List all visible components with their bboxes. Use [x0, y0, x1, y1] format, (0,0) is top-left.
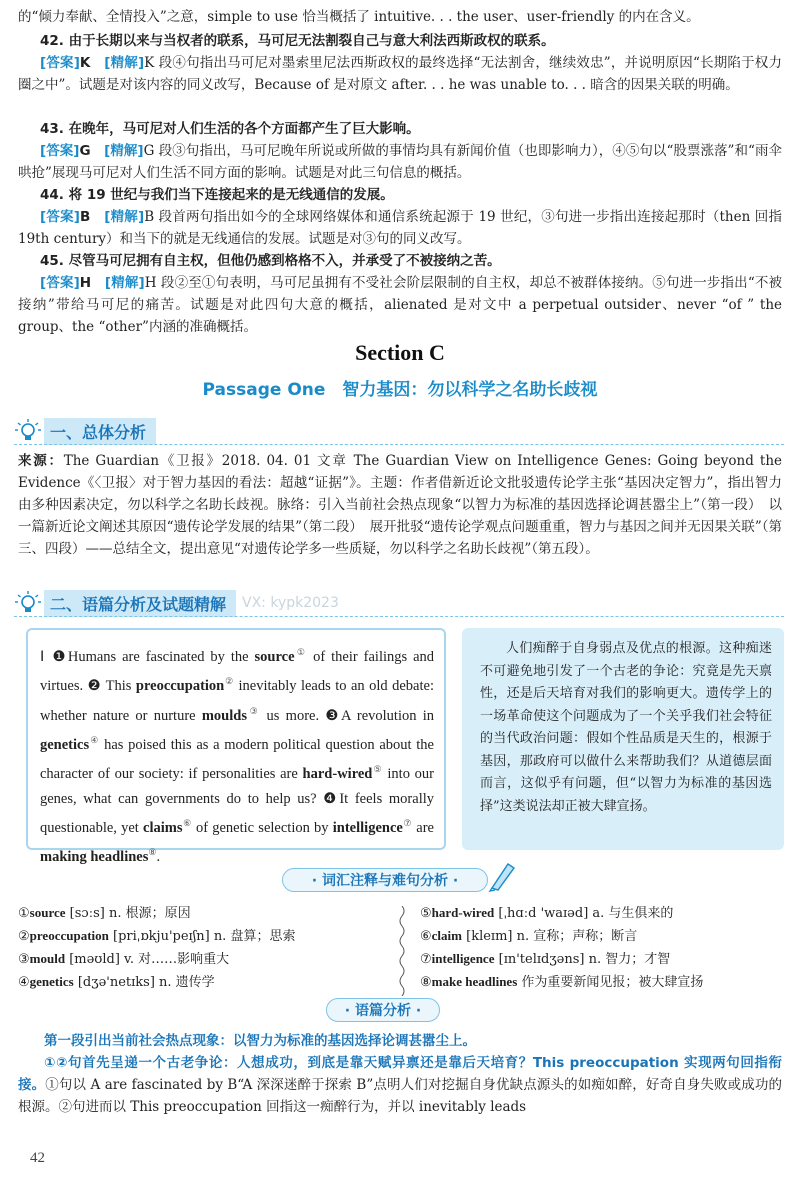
pen-icon: [488, 858, 518, 892]
sentence-text: into our genes, what can governments do to help us?: [40, 766, 434, 807]
para-number: Ⅰ: [40, 648, 47, 665]
sentence-text: inevitably leads to an old debate: whether nature or nurture: [40, 678, 434, 724]
watermark: VX: kypk2023: [242, 595, 339, 611]
sentence-text: of genetic selection by: [191, 819, 333, 836]
sentence-text: are: [412, 819, 434, 836]
analysis-heading-label: 二、语篇分析及试题精解: [44, 590, 236, 617]
answer-value: B: [79, 209, 91, 225]
overall-heading-label: 一、总体分析: [44, 418, 156, 445]
vocab-word: hard-wired: [302, 766, 373, 783]
vocab-word: making headlines: [40, 849, 149, 866]
qa-42: [18, 30, 782, 96]
vocab-phonetic: [ˌhɑːd 'waɪəd]: [494, 906, 593, 921]
sentence-text: It feels morally questionable, yet: [40, 790, 434, 836]
explanation: B 段首两句指出如今的全球网络媒体和通信系统起源于 19 世纪，③句进一步指出连接起那时（then 回指 19th century）和当下的就是无线通信的发展。试题是对③句的同义改写。: [18, 209, 783, 247]
vocab-word: intelligence: [431, 951, 495, 966]
vocab-mark: ④: [89, 734, 100, 745]
vocab-word: intelligence: [332, 819, 403, 836]
vocab-item: [420, 948, 703, 971]
explain-label: [精解]: [104, 209, 145, 225]
vocab-word: moulds: [201, 707, 247, 724]
question-44: 44. 将 19 世纪与我们当下连接起来的是无线通信的发展。: [40, 187, 394, 203]
vocab-phonetic: [sɔːs]: [65, 906, 109, 921]
vocab-item: [420, 902, 703, 925]
vocab-num: ④: [18, 975, 30, 990]
vocab-num: ③: [18, 952, 30, 967]
vocab-word: preoccupation: [29, 928, 109, 943]
vocab-phonetic: [dʒə'netɪks]: [73, 975, 160, 990]
question-43: 43. 在晚年，马可尼对人们生活的各个方面都产生了巨大影响。: [40, 121, 420, 137]
vocab-item: [420, 925, 703, 948]
divider-zigzag: [398, 906, 406, 996]
discourse-summary: 第一段引出当前社会热点现象：以智力为标准的基因选择论调甚嚣尘上。: [44, 1033, 476, 1049]
qa-44: [18, 184, 782, 250]
sentence-marker: ❸: [325, 707, 341, 724]
sentence-text: .: [156, 849, 161, 866]
vocab-item: [420, 971, 703, 994]
vocab-word: make headlines: [431, 974, 518, 989]
discourse-analysis: [18, 1030, 782, 1118]
vocab-phonetic: [kleɪm]: [461, 929, 517, 944]
explanation: K 段④句指出马可尼对墨索里尼法西斯政权的最终选择“无法割舍，继续效忠”，并说明原因“长期陷于权力圈之中”。试题是对该内容的同义改写，Because of 是对原文 after. . . he was unable to. . . 暗含的因果关联的明确。: [18, 55, 782, 93]
discourse-detail-text: ①句以 A are fascinated by B“A 深深迷醉于探索 B”点明人们对挖掘自身优缺点源头的如痴如醉，好奇自身失败或成功的根源。②句进而以 This preoccupation 回指这一痴醉行为，并以 inevitably leads: [18, 1077, 783, 1115]
vocab-def: n. 宣称；声称；断言: [516, 929, 638, 944]
question-45: 45. 尽管马可尼拥有自主权，但他仍感到格格不入，并承受了不被接纳之苦。: [40, 253, 501, 269]
vocab-mark: ③: [246, 705, 261, 716]
vocab-list-right: [420, 902, 703, 994]
vocab-item: [18, 925, 295, 948]
passage-translation: [462, 628, 784, 850]
intro-line: 的“倾力奉献、全情投入”之意，simple to use 恰当概括了 intuitive. . . the user、user-friendly 的内在含义。: [18, 9, 700, 25]
passage-english: [26, 628, 446, 866]
vocab-num: ②: [18, 929, 30, 944]
sentence-marker: ❶: [52, 648, 68, 665]
page-number: 42: [30, 1150, 45, 1166]
discourse-detail: [18, 1052, 782, 1118]
sentence-text: This: [101, 678, 136, 695]
sentence-text: A revolution in: [340, 707, 435, 724]
vocab-phonetic: [priˌɒkju'peɪʃn]: [108, 929, 214, 944]
vocab-phonetic: [ɪn'telɪdʒəns]: [494, 952, 589, 967]
answer-label: [答案]: [40, 275, 80, 291]
overall-text: [18, 450, 782, 560]
divider: [14, 616, 784, 617]
vocab-mark: ①: [294, 647, 308, 657]
vocab-mark: ⑤: [372, 764, 383, 775]
lightbulb-icon: [14, 418, 42, 444]
sentence-marker: ❷: [87, 678, 102, 695]
answer-label: [答案]: [40, 55, 80, 71]
explanation: H 段②至①句表明，马可尼虽拥有不受社会阶层限制的自主权，却总不被群体接纳。⑤句进一步指出“不被接纳”带给马可尼的痛苦。试题是对此四句大意的概括，alienated 是对文中 a perpetual outsider、never “of ” the group、the “other”内涵的准确概括。: [18, 275, 783, 335]
sentence-text: of their failings and virtues.: [40, 648, 435, 695]
vocab-word: claim: [431, 928, 462, 943]
sentence-marker: ❹: [323, 790, 340, 807]
vocab-mark: ⑦: [402, 818, 413, 829]
vocab-item: [18, 948, 295, 971]
sentence-text: Humans are fascinated by the: [67, 648, 255, 665]
overall-heading: [14, 418, 156, 444]
discourse-heading: · 语篇分析 ·: [326, 998, 440, 1022]
section-title: Section C: [355, 340, 445, 365]
question-42: 42. 由于长期以来与当权者的联系，马可尼无法割裂自己与意大利法西斯政权的联系。: [40, 33, 555, 49]
vocab-word: claims: [143, 819, 183, 836]
vocab-word: source: [29, 905, 66, 920]
vocab-def: n. 智力；才智: [588, 952, 671, 967]
vocab-def: a. 与生俱来的: [592, 906, 674, 921]
vocab-def: n. 盘算；思索: [213, 929, 296, 944]
vocab-num: ⑤: [420, 906, 432, 921]
vocab-num: ①: [18, 906, 30, 921]
vocab-def: n. 遗传学: [159, 975, 215, 990]
discourse-detail-bold: ①②句首先呈递一个古老争论：人想成功，到底是靠天赋异禀还是靠后天培育？This preoccupation 实现两句回指衔接。: [18, 1055, 782, 1093]
vocab-mark: ⑧: [148, 847, 157, 858]
explain-label: [精解]: [104, 55, 145, 71]
vocab-mark: ②: [224, 676, 235, 687]
source-label: 来源：: [18, 453, 64, 469]
vocab-word: source: [254, 648, 295, 665]
answer-label: [答案]: [40, 209, 80, 225]
translation-text: 人们痴醉于自身弱点及优点的根源。这种痴迷不可避免地引发了一个古老的争论：究竟是先天禀性，还是后天培育对我们的影响更大。遗传学上的一场革命使这个问题成为了一个关乎我们社会特征的当代政治问题：假如个性品质是天生的，根源于基因，那政府可以做什么来帮助我们？从道德层面而言，这似乎有问题，但“以智力为标准的基因选择”这类说法却正被大肆宣扬。: [480, 641, 772, 814]
vocab-num: ⑥: [420, 929, 432, 944]
qa-45: [18, 250, 782, 338]
sentence-text: has poised this as a modern political question about the character of our society: if personalities are: [40, 736, 434, 783]
answer-value: K: [79, 55, 91, 71]
vocab-item: [18, 902, 295, 925]
vocab-word: preoccupation: [135, 678, 225, 695]
explain-label: [精解]: [104, 143, 144, 159]
analysis-heading: [14, 590, 339, 616]
overall-body: The Guardian《卫报》2018. 04. 01 文章 The Guardian View on Intelligence Genes: Going beyond the Evidence《〈卫报〉对于智力基因的看法：超越“证据”》。主题：作者借新近论文批驳遗传论学主张“基因决定智力”，指出智力由多种因素决定，勿以科学之名助长歧视。脉络：引入当前社会热点现象“以智力为标准的基因选择论调甚嚣尘上”（第一段） 以一篇新近论文阐述其原因“遗传论学发展的结果”（第二段） 展开批驳“遗传论学观点问题重重，智力与基因之间并无因果关联”（第三、四段）——总结全文，提出意见“对遗传论学多一些质疑，勿以科学之名助长歧视”（第五段）。: [18, 453, 782, 557]
vocab-def: v. 对……影响重大: [124, 952, 230, 967]
vocab-num: ⑦: [420, 952, 432, 967]
vocab-word: mould: [29, 951, 66, 966]
sentence-text: us more.: [260, 707, 326, 724]
lightbulb-icon: [14, 590, 42, 616]
vocab-def: 作为重要新闻见报；被大肆宣扬: [521, 975, 704, 990]
vocab-list-left: [18, 902, 295, 994]
vocab-mark: ⑥: [182, 818, 192, 829]
passage-title: Passage One 智力基因：勿以科学之名助长歧视: [202, 380, 598, 400]
answer-value: H: [79, 275, 92, 291]
explanation: G 段③句指出，马可尼晚年所说或所做的事情均具有新闻价值（也即影响力），④⑤句以“股票涨落”和“雨伞哄抢”展现马可尼对人们生活不同方面的影响。试题是对此三句信息的概括。: [18, 143, 783, 181]
vocab-def: n. 根源；原因: [108, 906, 191, 921]
vocab-phonetic: [məʊld]: [65, 952, 125, 967]
qa-43: [18, 118, 782, 184]
explain-label: [精解]: [104, 275, 145, 291]
divider: [14, 444, 784, 445]
vocab-word: genetics: [40, 736, 90, 753]
answer-label: [答案]: [40, 143, 80, 159]
vocab-heading: · 词汇注释与难句分析 ·: [282, 868, 488, 892]
vocab-word: genetics: [29, 974, 74, 989]
vocab-num: ⑧: [420, 975, 432, 990]
vocab-item: [18, 971, 295, 994]
answer-value: G: [79, 143, 91, 159]
vocab-word: hard-wired: [431, 905, 495, 920]
